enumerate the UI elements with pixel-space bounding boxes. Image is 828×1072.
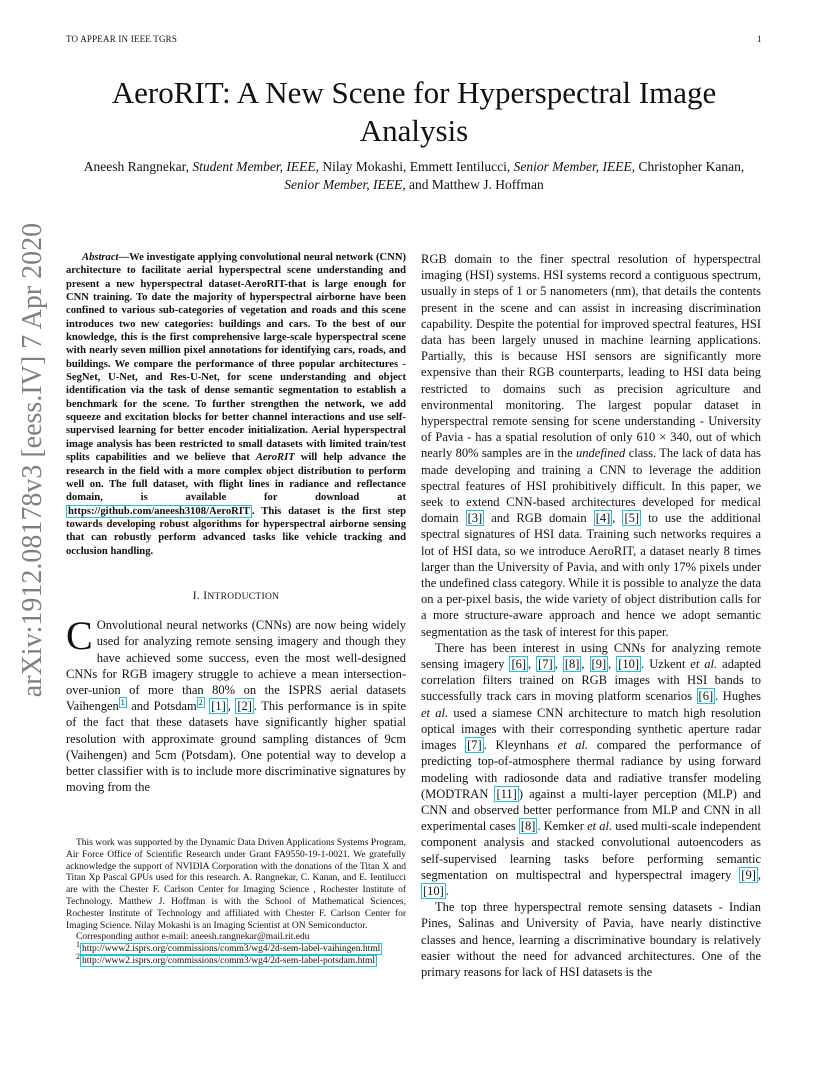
- author-1-role: Student Member, IEEE,: [192, 159, 320, 174]
- citation-8[interactable]: [8]: [520, 819, 536, 834]
- corresponding-author-footnote: Corresponding author e-mail: aneesh.rangnekar@mail.rit.edu: [76, 932, 310, 943]
- citation-9[interactable]: [9]: [591, 657, 607, 672]
- text: class. The lack of data has made developing and training a CNN to leverage the addition spectral features of HSI prohibitively difficult. In this paper, we seek to extend CNN-based architectures developed for medical domain: [421, 446, 761, 526]
- text: ) against a multi-layer perception (MLP) and CNN and observed better performance from MLP and CNN in all experimental cases: [421, 786, 762, 834]
- footnote-2: [66, 951, 406, 968]
- dataset-link[interactable]: https://github.com/aneesh3108/AeroRIT: [68, 505, 250, 517]
- section-heading-introduction: [66, 588, 406, 605]
- emphasis: et al.: [690, 657, 718, 672]
- citation-8[interactable]: [8]: [564, 657, 580, 672]
- footnote-mark-1[interactable]: 1: [120, 697, 125, 707]
- footnote-2-url[interactable]: http://www2.isprs.org/commissions/comm3/wg4/2d-sem-label-potsdam.html: [82, 955, 375, 966]
- text: and RGB domain: [484, 511, 594, 526]
- running-header: TO APPEAR IN IEEE TGRS: [66, 34, 178, 44]
- footnote-1-mark: 1: [76, 940, 80, 950]
- author-2-3: Nilay Mokashi, Emmett Ientilucci,: [322, 159, 511, 174]
- intro-text-2: and Potsdam: [126, 699, 197, 714]
- section-initial: I: [203, 589, 208, 602]
- left-column: [66, 251, 406, 795]
- intro-text-1: Onvolutional neural networks (CNNs) are now being widely used for analyzing remote sensing imagery and though they have achieved some success, even the most well-designed CNNs for RGB imagery struggle to achieve a mean intersection-over-union of more than 80% on the ISPRS aerial datasets Vaihengen: [66, 618, 406, 714]
- citation-1[interactable]: [1]: [211, 699, 226, 714]
- funding-footnote: This work was supported by the Dynamic Data Driven Applications Systems Program, Air Force Office of Scientific Research under Grant FA9550-19-1-0021. We gratefully acknowledge the support of NVIDIA Corporation with the donations of the Titan X and Titan Xp Pascal GPUs used for this research. A. Rangnekar, C. Kanan, and E. Ientilucci are with the Chester F. Carlson Center for Imaging Science , Rochester Institute of Technology. Matthew J. Hoffman is with the School of Mathematical Sciences, Rochester Institute of Technology and affiliated with Chester F. Carlson Center for Imaging Science. Nilay Mokashi is an Imaging Scientist at ON Semiconductor.: [66, 838, 406, 931]
- citation-7[interactable]: [7]: [538, 657, 553, 672]
- emphasis: et al.: [557, 738, 589, 753]
- right-paragraph-3: The top three hyperspectral remote sensing datasets - Indian Pines, Salinas and University of Pavia, have nearly distinctive classes and hence, learning a discriminative boundary is relatively easier without the need for advanced architectures. One of the primary reasons for lack of HSI datasets is the: [421, 900, 761, 979]
- right-paragraph-2: There has been interest in using CNNs for analyzing remote sensing imagery [6] , [7] , [8] , [9] , [10] . Uzkent et al. adapted correlation filters trained on RGB images with HSI bands to successfully track cars in moving platform scenarios [6] . Hughes et al. used a siamese CNN architecture to match high resolution optical images with their corresponding synthetic aperture radar images [7] . Kleynhans et al. compared the performance of predicting top-of-atmosphere thermal radiance by using forward modeling with radiosonde data and radiative transfer modeling (MODTRAN [11] ) against a multi-layer perception (MLP) and CNN and observed better performance from MLP and CNN in all experimental cases [8] . Kemker et al. used multi-scale independent component analysis and stacked convolutional autoencoders as self-supervised learning tasks before performing semantic segmentation on multispectral and hyperspectral imagery [9] , [10] .: [421, 640, 762, 898]
- abstract-text-3: . This dataset is the first step towards developing robust algorithms for hyperspectral airborne sensing that can robustly perform advanced tasks like vehicle tracking and occlusion handling.: [66, 505, 406, 557]
- author-list: [66, 158, 762, 194]
- text: There has been interest in using CNNs for analyzing remote sensing imagery: [421, 640, 761, 672]
- text: . Uzkent: [641, 657, 691, 672]
- citation-5[interactable]: [5]: [624, 511, 640, 526]
- footnotes: [66, 838, 406, 968]
- abstract-lead: Abstract: [82, 252, 119, 263]
- text: used multi-scale independent component analysis and stacked convolutional autoencoders as self-supervised learning tasks before performing semantic segmentation on multispectral and hyperspectral imagery: [421, 819, 762, 882]
- citation-7[interactable]: [7]: [467, 738, 482, 753]
- section-title-rest: NTRODUCTION: [207, 591, 280, 602]
- section-numeral: I.: [192, 589, 201, 602]
- author-1: Aneesh Rangnekar,: [83, 159, 189, 174]
- emphasis: et al.: [421, 705, 449, 720]
- abstract-text-2: will help advance the research in the field with a more complex object distribution to perform well on. The full dataset, with flight lines in radiance and reflectance domain, is available for download at: [66, 452, 406, 504]
- right-column: [421, 251, 761, 980]
- footnote-mark-2[interactable]: 2: [198, 697, 203, 707]
- citation-9[interactable]: [9]: [741, 867, 756, 882]
- arxiv-identifier-stamp: arXiv:1912.08178v3 [eess.IV] 7 Apr 2020: [17, 222, 48, 698]
- text: .: [445, 883, 449, 898]
- citation-3[interactable]: [3]: [467, 511, 483, 526]
- intro-paragraph: C Onvolutional neural networks (CNNs) are now being widely used for analyzing remote sensing imagery and though they have achieved some success, even the most well-designed CNNs for RGB imagery struggle to achieve a mean intersection-over-union of more than 80% on the ISPRS aerial datasets Vaihengen $^1$ and Potsdam $^2$ [1] , [2] . This performance is in spite of the fact that these datasets have significantly higher spatial resolution with approximate ground sampling distances of 9cm (Vaihengen) and 5cm (Potsdam). One potential way to develop a better classifier with is to include more discriminative signatures by moving from the: [66, 613, 407, 795]
- citation-10[interactable]: [10]: [423, 883, 444, 898]
- text: compared the performance of predicting top-of-atmosphere thermal radiance by using forward modeling with radiosonde data and radiative transfer modeling (MODTRAN: [421, 738, 761, 801]
- citation-6[interactable]: [6]: [698, 689, 714, 704]
- author-5: and Matthew J. Hoffman: [409, 177, 544, 192]
- text: to use the additional spectral signatures of HSI data. Training such networks requires a lot of HSI data, so we introduce AeroRIT, a dataset nearly 8 times larger than the University of Pavia, and with only 17% pixels under the undefined class category. While it is possible to analyze the data on a per-pixel basis, the wide variety of object distribution calls for a more structure-aware approach and hence we adopt semantic segmentation as the task of interest for this paper.: [421, 511, 762, 639]
- text: RGB domain to the finer spectral resolution of hyperspectral imaging (HSI) systems. HSI systems record a contiguous spectrum, usually in steps of 1 or 5 nanometers (nm), that details the contents present in the scene and can assist in increasing discrimination capability. Despite the potential for improved spectral features, HSI data has been largely unused in machine learning applications. Partially, this is because HSI sensors are significantly more expensive than their RGB counterparts, leading to HSI data being restricted to domains such as precision agriculture and environmental monitoring. The largest popular dataset in hyperspectral remote sensing for scene understanding - University of Pavia - has a spatial resolution of only 610 × 340, out of which nearly 80% samples are in the: [421, 252, 761, 461]
- citation-10[interactable]: [10]: [618, 657, 640, 672]
- author-4: Christopher Kanan,: [638, 159, 745, 174]
- citation-2[interactable]: [2]: [237, 699, 252, 714]
- page-number: 1: [757, 34, 762, 44]
- citation-6[interactable]: [6]: [511, 657, 527, 672]
- paper-title: AeroRIT: A New Scene for Hyperspectral Image Analysis: [111, 75, 717, 148]
- author-3-role: Senior Member, IEEE,: [513, 159, 636, 174]
- text: . Kleynhans: [483, 738, 558, 753]
- abstract-text-1: —We investigate applying convolutional neural network (CNN) architecture to facilitate aerial hyperspectral scene understanding and present a new hyperspectral dataset-AeroRIT-that is large enough for CNN training. To date the majority of hyperspectral airborne have been confined to various sub-categories of vegetation and roads and this scene introduces two new categories: buildings and cars. To the best of our knowledge, this is the first comprehensive large-scale hyperspectral scene with nearly seven million pixel annotations for identifying cars, roads, and buildings. We compare the performance of three popular architectures - SegNet, U-Net, and Res-U-Net, for scene understanding and object identification via the task of dense semantic segmentation to establish a benchmark for the scene. To further strengthen the network, we add squeeze and excitation blocks for better channel interactions and use self-supervised learning for better encoder initialization. Aerial hyperspectral image analysis has been restricted to small datasets with limited train/test splits capabilities and we believe that: [66, 252, 406, 464]
- text: . Hughes: [715, 689, 761, 704]
- author-4-role: Senior Member, IEEE,: [284, 177, 406, 192]
- text: . Kemker: [537, 819, 588, 834]
- emphasis: undefined: [576, 446, 626, 461]
- footnote-1-url[interactable]: http://www2.isprs.org/commissions/comm3/wg4/2d-sem-label-vaihingen.html: [82, 944, 381, 955]
- citation-11[interactable]: [11]: [496, 786, 517, 801]
- footnote-2-mark: 2: [76, 951, 80, 961]
- abstract: [66, 251, 406, 558]
- citation-4[interactable]: [4]: [595, 511, 611, 526]
- text: used a siamese CNN architecture to match high resolution optical images with their corresponding synthetic aperture radar images: [421, 705, 761, 753]
- emphasis: et al.: [587, 819, 613, 834]
- abstract-emph: AeroRIT: [255, 452, 295, 464]
- right-paragraph-1: RGB domain to the finer spectral resolution of hyperspectral imaging (HSI) systems. HSI systems record a contiguous spectrum, usually in steps of 1 or 5 nanometers (nm), that details the contents present in the scene and can assist in increasing discrimination capability. Despite the potential for improved spectral features, HSI data has been largely unused in machine learning applications. Partially, this is because HSI sensors are significantly more expensive than their RGB counterparts, leading to HSI data being restricted to domains such as precision agriculture and environmental monitoring. The largest popular dataset in hyperspectral remote sensing for scene understanding - University of Pavia - has a spatial resolution of only 610 × 340, out of which nearly 80% samples are in the undefined class. The lack of data has made developing and training a CNN to leverage the addition spectral features of HSI prohibitively difficult. In this paper, we seek to extend CNN-based architectures developed for medical domain [3] and RGB domain [4] , [5] to use the additional spectral signatures of HSI data. Training such networks requires a lot of HSI data, so we introduce AeroRIT, a dataset nearly 8 times larger than the University of Pavia, and with only 17% pixels under the undefined class category. While it is possible to analyze the data on a per-pixel basis, the wide variety of object distribution calls for a more structure-aware approach and hence we adopt semantic segmentation as the task of interest for this paper.: [421, 252, 762, 639]
- intro-text-3: . This performance is in spite of the fact that these datasets have significantly higher spatial resolution with approximate ground sampling distances of 9cm (Vaihengen) and 5cm (Potsdam). One potential way to develop a better classifier with is to include more discriminative signatures by moving from the: [66, 699, 407, 795]
- drop-cap: C: [66, 613, 93, 659]
- text: adapted correlation filters trained on RGB images with HSI bands to successfully track cars in moving platform scenarios: [421, 657, 762, 704]
